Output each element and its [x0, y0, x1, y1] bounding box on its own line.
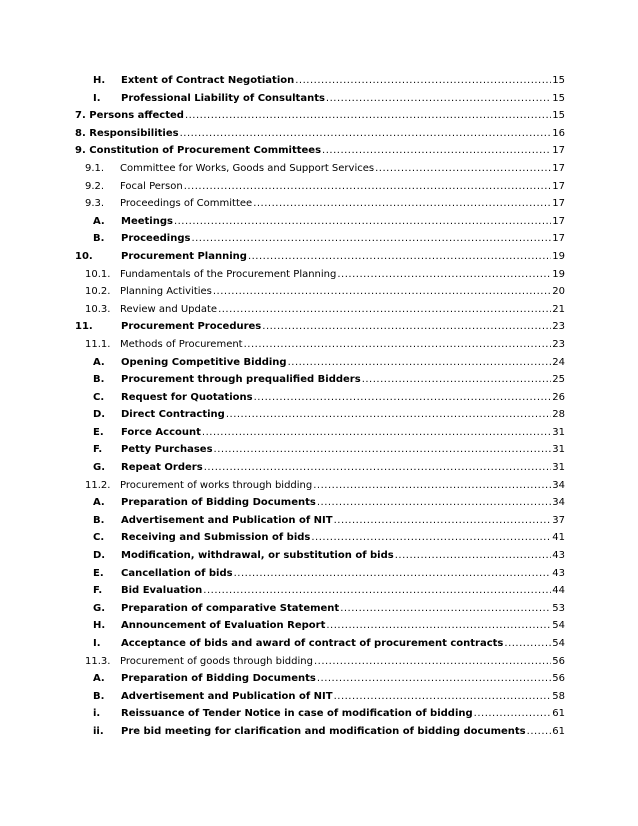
toc-entry-page: 56 — [552, 673, 565, 685]
toc-entry-number: ii. — [93, 725, 104, 737]
toc-entry[interactable] — [75, 318, 565, 336]
toc-entry-page: 17 — [552, 198, 565, 210]
toc-entry-number: 9.3. — [85, 198, 105, 210]
toc-entry-number: D. — [93, 409, 106, 421]
toc-entry-page: 19 — [552, 250, 565, 262]
toc-entry-title: Procurement through prequalified Bidders — [121, 374, 361, 386]
toc-entry-number: E. — [93, 426, 104, 438]
toc-entry[interactable] — [75, 565, 565, 583]
toc-entry-page: 34 — [552, 497, 565, 509]
toc-entry[interactable] — [75, 195, 565, 213]
toc-entry-page: 54 — [552, 638, 565, 649]
toc-entry-page: 16 — [552, 127, 565, 139]
toc-entry-title: Preparation of Bidding Documents — [121, 673, 316, 685]
toc-entry-page: 15 — [552, 110, 565, 122]
toc-entry-number: E. — [93, 567, 104, 579]
toc-entry[interactable] — [75, 389, 565, 407]
toc-entry-title: Methods of Procurement — [120, 338, 243, 350]
toc-leader-dots — [375, 160, 551, 178]
toc-entry-number: A. — [93, 497, 105, 509]
toc-entry[interactable] — [75, 617, 565, 635]
toc-entry-page: 20 — [552, 286, 565, 298]
toc-entry-page: 61 — [552, 725, 565, 737]
toc-entry[interactable] — [75, 107, 565, 125]
toc-entry[interactable] — [75, 705, 565, 723]
toc-entry-number: B. — [93, 233, 105, 245]
toc-entry-number: G. — [93, 602, 106, 614]
toc-entry-number: A. — [93, 673, 105, 685]
toc-entry-page: 43 — [552, 567, 565, 579]
toc-leader-dots — [295, 72, 551, 90]
toc-leader-dots — [326, 90, 551, 108]
toc-entry-number: 10.3. — [85, 303, 111, 315]
toc-entry-page: 56 — [552, 655, 565, 667]
toc-entry[interactable] — [75, 600, 565, 618]
toc-entry-title: Planning Activities — [120, 286, 212, 298]
toc-entry-title: Announcement of Evaluation Report — [121, 620, 326, 632]
toc-entry[interactable] — [75, 529, 565, 547]
toc-leader-dots — [362, 371, 552, 389]
toc-entry-title: Focal Person — [120, 180, 183, 192]
toc-entry-page: 19 — [552, 268, 565, 280]
toc-entry-number: I. — [93, 638, 101, 649]
toc-entry[interactable] — [75, 248, 565, 266]
toc-entry[interactable] — [75, 178, 565, 196]
toc-leader-dots — [311, 529, 551, 547]
toc-entry-title: Proceedings — [121, 233, 191, 245]
toc-entry-title: Advertisement and Publication of NIT — [121, 514, 333, 526]
toc-entry-number: 11. — [75, 321, 93, 333]
toc-entry-page: 43 — [552, 550, 565, 562]
toc-entry[interactable] — [75, 441, 565, 459]
toc-entry-number: A. — [93, 215, 105, 227]
toc-entry-number: 10.2. — [85, 286, 111, 298]
toc-entry[interactable] — [75, 547, 565, 565]
toc-leader-dots — [334, 512, 552, 530]
toc-entry-number: 11.2. — [85, 479, 111, 491]
toc-entry-page: 17 — [552, 145, 565, 157]
toc-entry-title: Request for Quotations — [121, 391, 253, 403]
toc-entry-number: C. — [93, 532, 105, 544]
toc-entry[interactable] — [75, 477, 565, 495]
toc-entry[interactable] — [75, 494, 565, 512]
toc-entry-title: 9. Constitution of Procurement Committees — [75, 145, 322, 157]
toc-entry-title: Fundamentals of the Procurement Planning — [120, 268, 337, 280]
toc-entry-page: 53 — [552, 602, 565, 614]
toc-leader-dots — [180, 125, 552, 143]
toc-entry-number: I. — [93, 92, 101, 104]
toc-entry[interactable] — [75, 336, 565, 354]
toc-entry-title: Procurement Procedures — [121, 321, 262, 333]
toc-entry-page: 17 — [552, 162, 565, 174]
toc-entry[interactable] — [75, 635, 565, 653]
toc-leader-dots — [185, 107, 551, 125]
toc-entry[interactable] — [75, 266, 565, 284]
toc-entry[interactable] — [75, 160, 565, 178]
toc-entry-page: 28 — [552, 409, 565, 421]
toc-leader-dots — [174, 213, 551, 231]
toc-leader-dots — [184, 178, 552, 196]
toc-entry-page: 26 — [552, 391, 565, 403]
toc-entry-number: F. — [93, 444, 103, 456]
toc-entry-title: Committee for Works, Goods and Support Services — [120, 162, 375, 174]
toc-entry[interactable] — [75, 723, 565, 741]
toc-entry-page: 17 — [552, 180, 565, 192]
toc-entry-title: Modification, withdrawal, or substitution of bids — [121, 550, 394, 562]
table-of-contents — [75, 72, 565, 741]
toc-leader-dots — [213, 283, 551, 301]
toc-leader-dots — [337, 266, 551, 284]
toc-entry-page: 17 — [552, 215, 565, 227]
toc-entry[interactable] — [75, 512, 565, 530]
toc-entry-title: Cancellation of bids — [121, 567, 233, 579]
toc-entry[interactable] — [75, 670, 565, 688]
toc-entry-page: 41 — [552, 532, 565, 544]
toc-leader-dots — [317, 494, 551, 512]
toc-entry-title: Bid Evaluation — [121, 585, 203, 597]
toc-entry-page: 61 — [552, 708, 565, 720]
toc-entry-title: Procurement Planning — [121, 250, 247, 262]
toc-leader-dots — [253, 195, 551, 213]
toc-entry-page: 15 — [552, 75, 565, 86]
toc-entry-title: Advertisement and Publication of NIT — [121, 690, 333, 702]
toc-entry-title: Meetings — [121, 215, 173, 227]
toc-entry-number: H. — [93, 75, 106, 86]
toc-leader-dots — [214, 441, 552, 459]
toc-entry-number: i. — [93, 708, 101, 720]
toc-entry-number: 11.3. — [85, 655, 111, 667]
toc-entry[interactable] — [75, 213, 565, 231]
toc-entry-title: Repeat Orders — [121, 462, 203, 474]
toc-entry[interactable] — [75, 688, 565, 706]
toc-entry-number: B. — [93, 374, 105, 386]
toc-entry[interactable] — [75, 582, 565, 600]
toc-entry[interactable] — [75, 90, 565, 108]
toc-leader-dots — [191, 230, 551, 248]
toc-entry-number: A. — [93, 356, 105, 368]
toc-entry-number: 9.2. — [85, 180, 105, 192]
toc-entry[interactable] — [75, 72, 565, 90]
toc-entry[interactable] — [75, 653, 565, 671]
toc-entry-page: 58 — [552, 690, 565, 702]
toc-entry-title: Professional Liability of Consultants — [121, 92, 325, 104]
toc-entry-title: Opening Competitive Bidding — [121, 356, 287, 368]
toc-entry-title: Extent of Contract Negotiation — [121, 75, 295, 86]
toc-entry-number: F. — [93, 585, 103, 597]
toc-entry-page: 17 — [552, 233, 565, 245]
toc-entry[interactable] — [75, 230, 565, 248]
toc-entry-page: 44 — [552, 585, 565, 597]
toc-entry[interactable] — [75, 125, 565, 143]
toc-entry-page: 31 — [552, 444, 565, 456]
toc-entry[interactable] — [75, 142, 565, 160]
toc-leader-dots — [474, 705, 552, 723]
toc-leader-dots — [313, 477, 551, 495]
toc-entry-title: Reissuance of Tender Notice in case of modification of bidding — [121, 708, 473, 720]
toc-leader-dots — [334, 688, 552, 706]
toc-entry-page: 34 — [552, 479, 565, 491]
toc-leader-dots — [317, 670, 551, 688]
toc-entry-number: 10. — [75, 250, 93, 262]
toc-leader-dots — [202, 424, 551, 442]
toc-entry-number: D. — [93, 550, 106, 562]
toc-entry-page: 25 — [552, 374, 565, 386]
toc-entry[interactable] — [75, 371, 565, 389]
toc-entry-title: Preparation of Bidding Documents — [121, 497, 316, 509]
toc-entry[interactable] — [75, 354, 565, 372]
toc-entry-title: Preparation of comparative Statement — [121, 602, 340, 614]
toc-entry-page: 37 — [552, 514, 565, 526]
toc-entry-title: Receiving and Submission of bids — [121, 532, 311, 544]
toc-leader-dots — [203, 582, 551, 600]
toc-entry-page: 23 — [552, 321, 565, 333]
toc-entry-page: 54 — [552, 620, 565, 632]
toc-leader-dots — [244, 336, 552, 354]
toc-entry-number: 10.1. — [85, 268, 111, 280]
toc-leader-dots — [340, 600, 551, 618]
toc-entry[interactable] — [75, 424, 565, 442]
toc-leader-dots — [262, 318, 551, 336]
toc-leader-dots — [218, 301, 551, 319]
toc-leader-dots — [326, 617, 551, 635]
toc-entry-title: Direct Contracting — [121, 409, 225, 421]
toc-leader-dots — [254, 389, 552, 407]
toc-entry-page: 23 — [552, 338, 565, 350]
toc-leader-dots — [248, 248, 551, 266]
toc-entry-page: 24 — [552, 356, 565, 368]
toc-entry-number: 9.1. — [85, 162, 105, 174]
toc-entry-title: Pre bid meeting for clarification and modification of bidding documents — [121, 725, 526, 737]
toc-entry-title: 8. Responsibilities — [75, 127, 179, 139]
toc-entry-title: Review and Update — [120, 303, 218, 315]
toc-entry-number: 11.1. — [85, 338, 111, 350]
toc-entry-page: 31 — [552, 426, 565, 438]
toc-entry-title: Proceedings of Committee — [120, 198, 253, 210]
toc-entry-number: B. — [93, 514, 105, 526]
toc-entry-title: Acceptance of bids and award of contract of procurement contracts — [121, 638, 504, 649]
toc-entry-number: C. — [93, 391, 105, 403]
toc-entry-page: 21 — [552, 303, 565, 315]
toc-entry-page: 31 — [552, 462, 565, 474]
toc-leader-dots — [504, 635, 551, 653]
toc-entry-number: B. — [93, 690, 105, 702]
toc-entry-title: Procurement of goods through bidding — [120, 655, 313, 667]
toc-entry-page: 15 — [552, 92, 565, 104]
toc-entry[interactable] — [75, 301, 565, 319]
toc-leader-dots — [226, 406, 551, 424]
toc-leader-dots — [204, 459, 552, 477]
toc-leader-dots — [234, 565, 552, 583]
toc-entry-title: Procurement of works through bidding — [120, 479, 313, 491]
toc-leader-dots — [527, 723, 552, 741]
toc-entry-number: G. — [93, 462, 106, 474]
toc-entry-title: Force Account — [121, 426, 201, 438]
toc-entry-number: H. — [93, 620, 106, 632]
toc-leader-dots — [395, 547, 552, 565]
toc-entry-title: 7. Persons affected — [75, 110, 184, 122]
toc-entry[interactable] — [75, 459, 565, 477]
toc-leader-dots — [322, 142, 551, 160]
toc-entry-title: Petty Purchases — [121, 444, 213, 456]
toc-leader-dots — [288, 354, 552, 372]
toc-entry[interactable] — [75, 283, 565, 301]
toc-entry[interactable] — [75, 406, 565, 424]
toc-leader-dots — [314, 653, 551, 671]
